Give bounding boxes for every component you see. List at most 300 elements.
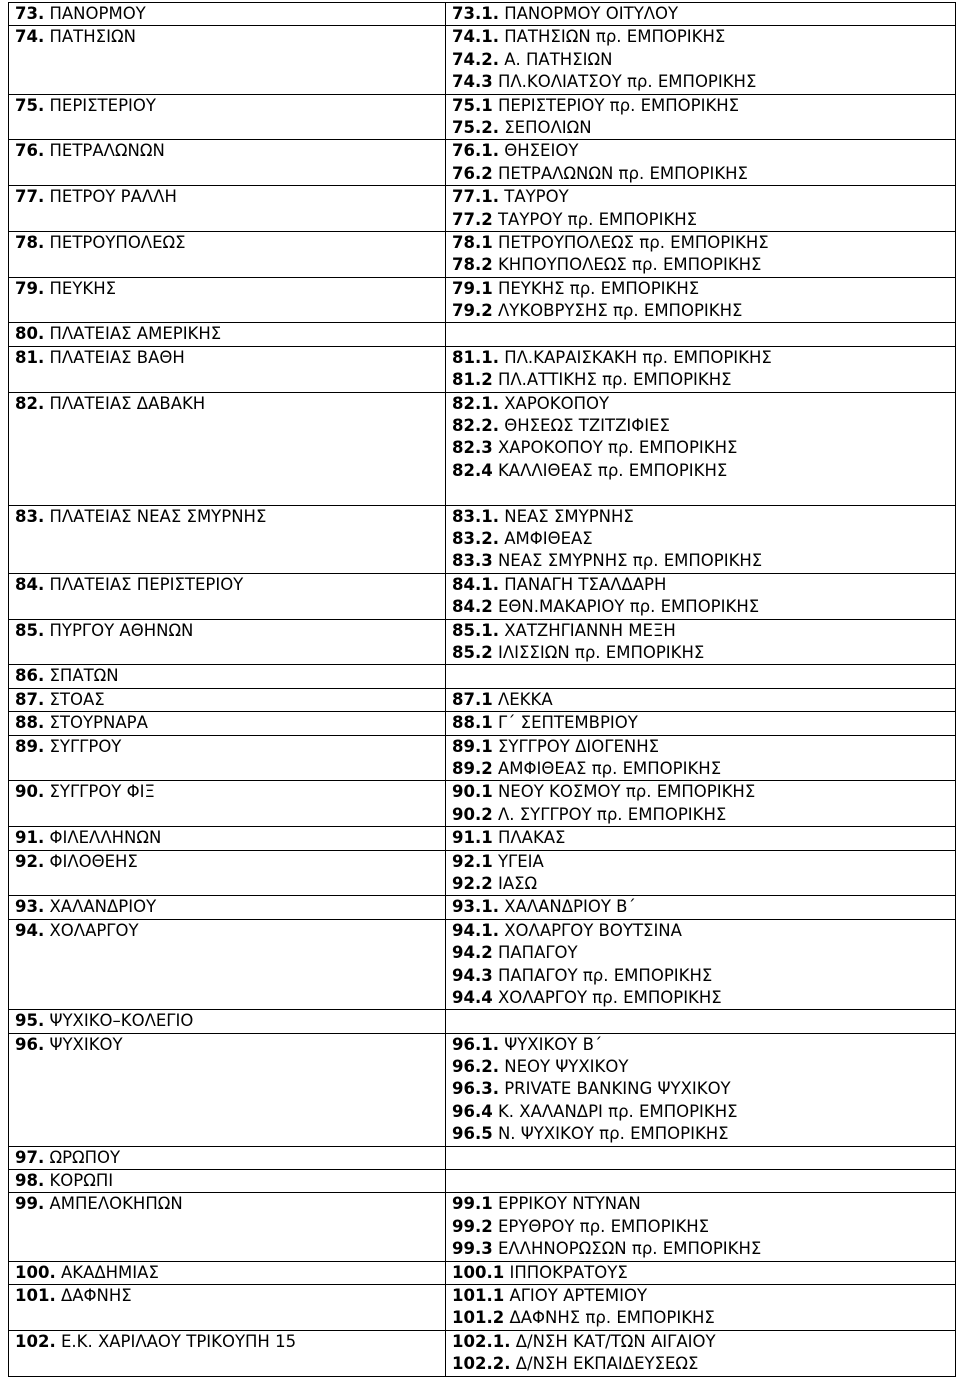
branch-name: ΠΑΤΗΣΙΩΝ πρ. ΕΜΠΟΡΙΚΗΣ [504,27,726,47]
region-name: ΑΚΑΔΗΜΙΑΣ [60,1262,159,1282]
branch-number: 94.1. [452,920,499,940]
branch-name: ΧΑΡΟΚΟΠΟΥ [504,393,610,413]
branch-line [452,596,955,618]
region-name: ΠΛΑΤΕΙΑΣ ΑΜΕΡΙΚΗΣ [49,324,222,344]
branch-number: 99.1 [452,1194,493,1214]
region-cell [9,1261,446,1284]
branch-name: ΝΕΟΥ ΨΥΧΙΚΟΥ [504,1057,629,1077]
region-cell [9,665,446,688]
branch-line [452,1353,955,1375]
branch-line [452,1078,955,1100]
branch-number: 96.4 [452,1101,493,1121]
branch-number: 92.2 [452,873,493,893]
region-name: ΦΙΛΕΛΛΗΝΩΝ [49,828,162,848]
branch-line [452,3,955,25]
region-cell [9,323,446,346]
branch-cell [446,3,956,26]
region-cell [9,505,446,573]
branch-name: ΣΥΓΓΡΟΥ ΔΙΟΓΕΝΗΣ [497,736,660,756]
branch-number: 96.5 [452,1124,493,1144]
branch-number: 81.2 [452,370,493,390]
branch-cell [446,688,956,711]
region-number: 76. [15,141,45,161]
region-name: ΣΥΓΓΡΟΥ ΦΙΞ [49,782,155,802]
branch-name: Δ/ΝΣΗ ΚΑΤ/ΤΩΝ ΑΙΓΑΙΟΥ [515,1331,716,1351]
branch-number: 89.1 [452,736,493,756]
region-number: 90. [15,782,45,802]
branch-number: 101.1 [452,1286,505,1306]
branch-cell [446,919,956,1010]
branch-name: ΠΕΤΡΑΛΩΝΩΝ πρ. ΕΜΠΟΡΙΚΗΣ [497,163,748,183]
branch-number: 91.1 [452,828,493,848]
branch-number: 93.1. [452,897,499,917]
branch-number: 77.2 [452,209,493,229]
branch-line [452,712,955,734]
branch-cell [446,1330,956,1376]
branch-number: 82.1. [452,393,499,413]
branch-line [452,232,955,254]
branch-line [452,920,955,942]
branch-number: 76.2 [452,163,493,183]
branch-number: 83.1. [452,506,499,526]
branch-number: 81.1. [452,347,499,367]
region-cell [9,781,446,827]
branch-number: 82.3 [452,438,493,458]
branch-number: 92.1 [452,851,493,871]
branch-number: 102.2. [452,1354,511,1374]
branch-number: 83.2. [452,529,499,549]
region-name: ΠΕΥΚΗΣ [49,278,117,298]
branch-name: ΥΓΕΙΑ [497,851,544,871]
branch-table-body [9,3,956,1377]
region-number: 82. [15,393,45,413]
region-cell [9,619,446,665]
branch-name: ΧΟΛΑΡΓΟΥ πρ. ΕΜΠΟΡΙΚΗΣ [497,987,722,1007]
table-row [9,1146,956,1169]
branch-line [452,1262,955,1284]
branch-name: ΘΗΣΕΩΣ ΤΖΙΤΖΙΦΙΕΣ [504,416,670,436]
branch-cell [446,1033,956,1146]
table-row [9,919,956,1010]
branch-name: ΕΡΥΘΡΟΥ πρ. ΕΜΠΟΡΙΚΗΣ [497,1216,710,1236]
branch-line [452,781,955,803]
branch-name: Α. ΠΑΤΗΣΙΩΝ [504,49,613,69]
table-row [9,573,956,619]
branch-cell [446,26,956,94]
branch-number: 77.1. [452,187,499,207]
branch-name: ΣΕΠΟΛΙΩΝ [504,117,592,137]
branch-name: ΑΜΦΙΘΕΑΣ πρ. ΕΜΠΟΡΙΚΗΣ [497,758,722,778]
branch-line [452,347,955,369]
branch-cell [446,1010,956,1033]
table-row [9,712,956,735]
branch-number: 100.1 [452,1262,505,1282]
branch-number: 84.1. [452,574,499,594]
region-cell [9,346,446,392]
branch-cell [446,1285,956,1331]
table-row [9,619,956,665]
region-number: 74. [15,27,45,47]
region-name: ΣΤΟΑΣ [49,689,105,709]
branch-name: ΑΓΙΟΥ ΑΡΤΕΜΙΟΥ [509,1286,648,1306]
table-row [9,1170,956,1193]
table-row [9,346,956,392]
branch-name: ΠΑΠΑΓΟΥ [497,943,578,963]
branch-line [452,550,955,572]
region-cell [9,573,446,619]
region-number: 89. [15,736,45,756]
branch-line [452,186,955,208]
branch-name: ΧΑΛΑΝΔΡΙΟΥ Β΄ [504,897,636,917]
region-number: 86. [15,666,45,686]
branch-line [452,689,955,711]
branch-number: 74.3 [452,72,493,92]
branch-number: 76.1. [452,141,499,161]
branch-name: ΘΗΣΕΙΟΥ [504,141,579,161]
branch-name: ΠΛΑΚΑΣ [497,828,566,848]
branch-number: 79.2 [452,301,493,321]
branch-line [452,804,955,826]
branch-number: 87.1 [452,689,493,709]
region-number: 85. [15,620,45,640]
branch-name: Κ. ΧΑΛΑΝΔΡΙ πρ. ΕΜΠΟΡΙΚΗΣ [497,1101,738,1121]
region-cell [9,712,446,735]
branch-number: 96.2. [452,1057,499,1077]
branch-number: 99.2 [452,1216,493,1236]
branch-name: ΧΟΛΑΡΓΟΥ ΒΟΥΤΣΙΝΑ [504,920,682,940]
region-number: 73. [15,4,45,23]
region-number: 84. [15,574,45,594]
region-number: 96. [15,1034,45,1054]
empty-line [452,1010,955,1032]
region-name: ΣΥΓΓΡΟΥ [49,736,122,756]
table-row [9,781,956,827]
region-name: ΑΜΠΕΛΟΚΗΠΩΝ [49,1194,183,1214]
region-cell [9,1146,446,1169]
branch-cell [446,94,956,140]
branch-line [452,1101,955,1123]
branch-cell [446,392,956,505]
branch-name: ΠΛ.ΚΟΛΙΑΤΣΟΥ πρ. ΕΜΠΟΡΙΚΗΣ [497,72,757,92]
branch-line [452,1238,955,1260]
branch-name: ΑΜΦΙΘΕΑΣ [504,529,593,549]
branch-line [452,95,955,117]
branch-line [452,1285,955,1307]
table-row [9,231,956,277]
region-name: ΩΡΩΠΟΥ [49,1147,121,1167]
branch-name: ΙΛΙΣΣΙΩΝ πρ. ΕΜΠΟΡΙΚΗΣ [497,642,705,662]
branch-name: ΠΕΤΡΟΥΠΟΛΕΩΣ πρ. ΕΜΠΟΡΙΚΗΣ [497,232,769,252]
branch-cell [446,277,956,323]
region-cell [9,919,446,1010]
branch-name: ΙΑΣΩ [497,873,538,893]
branch-name: Λ. ΣΥΓΓΡΟΥ πρ. ΕΜΠΟΡΙΚΗΣ [497,804,727,824]
region-name: ΧΑΛΑΝΔΡΙΟΥ [49,897,157,917]
region-name: ΠΕΡΙΣΤΕΡΙΟΥ [49,95,156,115]
branch-number: 88.1 [452,713,493,733]
region-cell [9,827,446,850]
branch-line [452,140,955,162]
branch-name: ΔΑΦΝΗΣ πρ. ΕΜΠΟΡΙΚΗΣ [509,1308,715,1328]
region-name: Ε.Κ. ΧΑΡΙΛΑΟΥ ΤΡΙΚΟΥΠΗ 15 [60,1331,297,1351]
region-number: 75. [15,95,45,115]
table-row [9,323,956,346]
branch-name: Ν. ΨΥΧΙΚΟΥ πρ. ΕΜΠΟΡΙΚΗΣ [497,1124,729,1144]
branch-name: ΝΕΑΣ ΣΜΥΡΝΗΣ [504,506,634,526]
branch-cell [446,619,956,665]
branch-cell [446,1261,956,1284]
branch-line [452,117,955,139]
branch-line [452,163,955,185]
table-row [9,688,956,711]
branch-name: ΠΑΝΑΓΗ ΤΣΑΛΔΑΡΗ [504,574,667,594]
region-number: 93. [15,897,45,917]
region-cell [9,277,446,323]
branch-table [8,2,956,1377]
branch-cell [446,735,956,781]
branch-number: 94.4 [452,987,493,1007]
branch-cell [446,231,956,277]
branch-line [452,437,955,459]
table-row [9,1261,956,1284]
region-number: 88. [15,713,45,733]
branch-name: ΙΠΠΟΚΡΑΤΟΥΣ [509,1262,628,1282]
branch-line [452,642,955,664]
branch-name: ΝΕΑΣ ΣΜΥΡΝΗΣ πρ. ΕΜΠΟΡΙΚΗΣ [497,551,763,571]
region-name: ΠΛΑΤΕΙΑΣ ΝΕΑΣ ΣΜΥΡΝΗΣ [49,506,267,526]
branch-number: 85.1. [452,620,499,640]
branch-name: ΕΘΝ.ΜΑΚΑΡΙΟΥ πρ. ΕΜΠΟΡΙΚΗΣ [497,597,760,617]
branch-cell [446,1146,956,1169]
region-cell [9,1033,446,1146]
branch-number: 96.3. [452,1079,499,1099]
region-name: ΠΕΤΡΑΛΩΝΩΝ [49,141,165,161]
branch-line [452,827,955,849]
branch-cell [446,186,956,232]
region-number: 80. [15,324,45,344]
region-number: 83. [15,506,45,526]
branch-cell [446,712,956,735]
branch-number: 78.1 [452,232,493,252]
region-cell [9,231,446,277]
branch-cell [446,140,956,186]
branch-line [452,1056,955,1078]
region-number: 102. [15,1331,56,1351]
branch-line [452,987,955,1009]
branch-line [452,965,955,987]
region-number: 91. [15,828,45,848]
branch-name: ΤΑΥΡΟΥ [504,187,569,207]
region-cell [9,94,446,140]
branch-line [452,896,955,918]
empty-line [452,323,955,345]
table-row [9,850,956,896]
region-name: ΨΥΧΙΚΟΥ [49,1034,123,1054]
branch-cell [446,573,956,619]
branch-line [452,851,955,873]
branch-number: 75.2. [452,117,499,137]
table-row [9,827,956,850]
branch-name: ΧΑΡΟΚΟΠΟΥ πρ. ΕΜΠΟΡΙΚΗΣ [497,438,738,458]
branch-line [452,26,955,48]
region-name: ΠΛΑΤΕΙΑΣ ΔΑΒΑΚΗ [49,393,206,413]
table-row [9,26,956,94]
branch-cell [446,1193,956,1261]
branch-number: 84.2 [452,597,493,617]
region-number: 101. [15,1286,56,1306]
branch-line [452,758,955,780]
branch-name: ΠΑΝΟΡΜΟΥ ΟΙΤΥΛΟΥ [504,4,679,23]
branch-number: 96.1. [452,1034,499,1054]
branch-number: 79.1 [452,278,493,298]
table-row [9,392,956,505]
table-row [9,1033,956,1146]
region-number: 99. [15,1194,45,1214]
region-number: 95. [15,1011,45,1031]
branch-number: 89.2 [452,758,493,778]
branch-name: ΛΥΚΟΒΡΥΣΗΣ πρ. ΕΜΠΟΡΙΚΗΣ [497,301,743,321]
branch-cell [446,323,956,346]
region-name: ΦΙΛΟΘΕΗΣ [49,851,138,871]
branch-name: Γ΄ ΣΕΠΤΕΜΒΡΙΟΥ [497,713,638,733]
branch-line [452,1193,955,1215]
branch-line [452,1123,955,1145]
branch-name: ΛΕΚΚΑ [497,689,553,709]
branch-line [452,71,955,93]
region-name: ΠΑΤΗΣΙΩΝ [49,27,136,47]
branch-line [452,528,955,550]
table-row [9,665,956,688]
region-name: ΠΕΤΡΟΥ ΡΑΛΛΗ [49,187,177,207]
table-row [9,735,956,781]
region-number: 100. [15,1262,56,1282]
branch-line [452,1331,955,1353]
table-row [9,140,956,186]
region-name: ΠΕΤΡΟΥΠΟΛΕΩΣ [49,232,186,252]
table-row [9,1010,956,1033]
branch-number: 101.2 [452,1308,505,1328]
branch-cell [446,781,956,827]
branch-line [452,873,955,895]
region-cell [9,140,446,186]
region-cell [9,735,446,781]
table-row [9,1285,956,1331]
branch-number: 94.2 [452,943,493,963]
table-row [9,896,956,919]
branch-line [452,460,955,482]
branch-cell [446,665,956,688]
branch-line [452,1034,955,1056]
branch-line [452,736,955,758]
table-row [9,1193,956,1261]
region-name: ΠΛΑΤΕΙΑΣ ΒΑΘΗ [49,347,185,367]
branch-line [452,49,955,71]
branch-cell [446,346,956,392]
region-name: ΔΑΦΝΗΣ [60,1286,132,1306]
region-cell [9,186,446,232]
branch-name: ΠΑΠΑΓΟΥ πρ. ΕΜΠΟΡΙΚΗΣ [497,965,713,985]
branch-line [452,1307,955,1329]
branch-name: ΠΕΡΙΣΤΕΡΙΟΥ πρ. ΕΜΠΟΡΙΚΗΣ [497,95,740,115]
region-name: ΠΥΡΓΟΥ ΑΘΗΝΩΝ [49,620,194,640]
branch-line [452,942,955,964]
branch-number: 82.2. [452,416,499,436]
region-number: 94. [15,920,45,940]
region-name: ΠΑΝΟΡΜΟΥ [49,4,146,23]
table-row [9,277,956,323]
region-cell [9,896,446,919]
region-name: ΨΥΧΙΚΟ–ΚΟΛΕΓΙΟ [49,1011,194,1031]
branch-number: 90.2 [452,804,493,824]
branch-number: 82.4 [452,460,493,480]
branch-line [452,300,955,322]
region-cell [9,1010,446,1033]
branch-line [452,574,955,596]
table-row [9,1330,956,1376]
branch-number: 90.1 [452,782,493,802]
branch-name: ΕΡΡΙΚΟΥ ΝΤΥΝΑΝ [497,1194,641,1214]
branch-number: 78.2 [452,255,493,275]
branch-number: 102.1. [452,1331,511,1351]
region-cell [9,1330,446,1376]
region-number: 97. [15,1147,45,1167]
branch-cell [446,1170,956,1193]
branch-cell [446,896,956,919]
branch-name: ΕΛΛΗΝΟΡΩΣΩΝ πρ. ΕΜΠΟΡΙΚΗΣ [497,1239,762,1259]
region-name: ΣΤΟΥΡΝΑΡΑ [49,713,148,733]
branch-name: ΠΛ.ΑΤΤΙΚΗΣ πρ. ΕΜΠΟΡΙΚΗΣ [497,370,732,390]
branch-name: ΤΑΥΡΟΥ πρ. ΕΜΠΟΡΙΚΗΣ [497,209,698,229]
branch-line [452,278,955,300]
region-number: 79. [15,278,45,298]
table-row [9,186,956,232]
branch-line [452,369,955,391]
empty-line [452,1147,955,1169]
region-name: ΠΛΑΤΕΙΑΣ ΠΕΡΙΣΤΕΡΙΟΥ [49,574,244,594]
branch-name: ΧΑΤΖΗΓΙΑΝΝΗ ΜΕΞΗ [504,620,676,640]
region-number: 87. [15,689,45,709]
branch-number: 74.2. [452,49,499,69]
branch-number: 83.3 [452,551,493,571]
branch-line [452,506,955,528]
branch-name: ΠΛ.ΚΑΡΑΙΣΚΑΚΗ πρ. ΕΜΠΟΡΙΚΗΣ [504,347,772,367]
table-row [9,94,956,140]
table-row [9,3,956,26]
branch-cell [446,505,956,573]
branch-cell [446,850,956,896]
region-cell [9,1170,446,1193]
branch-name: ΠΕΥΚΗΣ πρ. ΕΜΠΟΡΙΚΗΣ [497,278,700,298]
empty-line [452,1170,955,1192]
empty-line [452,665,955,687]
branch-name: ΨΥΧΙΚΟΥ Β΄ [504,1034,603,1054]
region-number: 98. [15,1171,45,1191]
branch-line [452,254,955,276]
branch-line [452,393,955,415]
branch-number: 94.3 [452,965,493,985]
region-cell [9,3,446,26]
region-cell [9,688,446,711]
branch-line [452,209,955,231]
region-cell [9,850,446,896]
table-row [9,505,956,573]
branch-name: PRIVATE BANKING ΨΥΧΙΚΟΥ [504,1079,731,1099]
branch-line [452,482,955,504]
region-name: ΣΠΑΤΩΝ [49,666,119,686]
region-cell [9,1285,446,1331]
branch-name: ΚΗΠΟΥΠΟΛΕΩΣ πρ. ΕΜΠΟΡΙΚΗΣ [497,255,762,275]
branch-number: 73.1. [452,4,499,23]
